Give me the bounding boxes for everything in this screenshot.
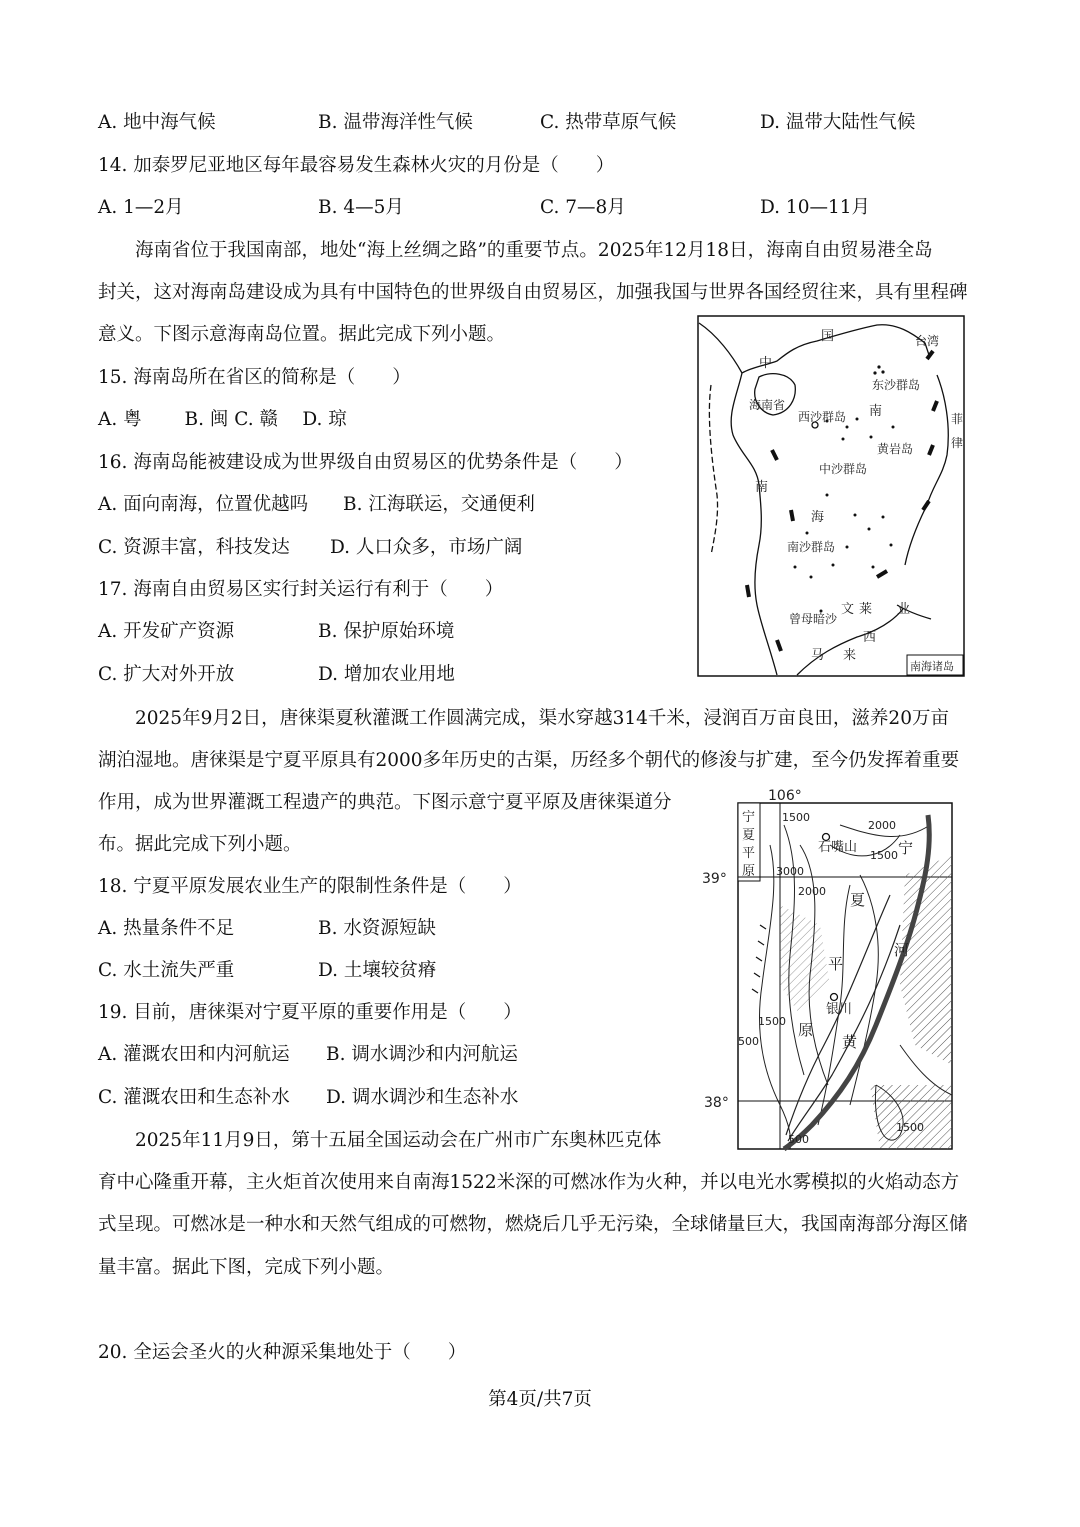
region-label-ning: 宁 — [898, 839, 914, 857]
map-label-taiwan: 台湾 — [915, 334, 940, 348]
map-label-fei: 菲 — [951, 412, 964, 426]
legend-char-3: 平 — [742, 846, 756, 861]
city-label-shizuishan: 石嘴山 — [818, 840, 858, 855]
games-intro-line1: 2025年11月9日，第十五届全国运动会在广州市广东奥林匹克体 — [135, 1130, 662, 1151]
games-intro-line3: 式呈现。可燃冰是一种水和天然气组成的可燃物，燃烧后几乎无污染，全球储量巨大，我国南海部分海区储 — [98, 1214, 968, 1235]
contour-1500-top: 1500 — [782, 811, 810, 824]
q18-option-b: B. 水资源短缺 — [318, 918, 436, 939]
q13-option-b: B. 温带海洋性气候 — [318, 112, 473, 133]
map-latitude-39: 39° — [702, 871, 727, 887]
map-label-lv: 律 — [951, 436, 964, 450]
games-intro-line4: 量丰富。据此下图，完成下列小题。 — [98, 1257, 395, 1278]
map-label-nan-left: 南 — [755, 480, 769, 495]
q18-stem: 18. 宁夏平原发展农业生产的限制性条件是（ ） — [98, 876, 522, 897]
contour-1500-b: 1500 — [870, 849, 898, 862]
legend-char-4: 原 — [742, 864, 756, 879]
hainan-intro-line3: 意义。下图示意海南岛位置。据此完成下列小题。 — [98, 324, 506, 345]
river-label-huang: 黄 — [842, 1033, 858, 1051]
map-label-wen: 文 — [841, 602, 855, 617]
region-label-ping: 平 — [828, 955, 844, 973]
map-longitude-106: 106° — [768, 788, 802, 804]
map-label-zengmu: 曾母暗沙 — [789, 612, 838, 626]
map-label-nan-top: 南 — [869, 404, 883, 419]
q17-option-c: C. 扩大对外开放 — [98, 664, 235, 685]
q13-option-d: D. 温带大陆性气候 — [760, 112, 916, 133]
contour-2000-mid: 2000 — [798, 885, 826, 898]
q18-option-a: A. 热量条件不足 — [98, 918, 235, 939]
map-label-xisha: 西沙群岛 — [798, 410, 847, 424]
contour-1500-bottom: 1500 — [896, 1121, 924, 1134]
hainan-intro-line2: 封关，这对海南岛建设成为具有中国特色的世界级自由贸易区，加强我国与世界各国经贸往来，具有里程碑 — [98, 282, 968, 303]
legend-char-1: 宁 — [742, 810, 756, 825]
q13-option-c: C. 热带草原气候 — [540, 112, 677, 133]
q17-stem: 17. 海南自由贸易区实行封关运行有利于（ ） — [98, 579, 504, 600]
ningxia-plain-map — [700, 785, 962, 1153]
q16-option-d: D. 人口众多，市场广阔 — [330, 537, 523, 558]
q16-option-b: B. 江海联运，交通便利 — [343, 494, 535, 515]
ningxia-intro-line2: 湖泊湿地。唐徕渠是宁夏平原具有2000多年历史的古渠，历经多个朝代的修浚与扩建，至今仍发挥着重要 — [98, 750, 960, 771]
q17-option-a: A. 开发矿产资源 — [98, 621, 235, 642]
q19-option-d: D. 调水调沙和生态补水 — [326, 1087, 519, 1108]
q14-stem: 14. 加泰罗尼亚地区每年最容易发生森林火灾的月份是（ ） — [98, 155, 615, 176]
q16-stem: 16. 海南岛能被建设成为世界级自由贸易区的优势条件是（ ） — [98, 452, 633, 473]
region-label-xia: 夏 — [850, 891, 866, 909]
map-label-ma: 马 — [811, 648, 825, 663]
q19-option-b: B. 调水调沙和内河航运 — [326, 1044, 518, 1065]
q14-option-d: D. 10—11月 — [760, 197, 871, 218]
q19-option-a: A. 灌溉农田和内河航运 — [98, 1044, 290, 1065]
map-label-zhongsha: 中沙群岛 — [819, 462, 868, 476]
map-label-huangyan: 黄岩岛 — [877, 442, 914, 456]
q19-option-c: C. 灌溉农田和生态补水 — [98, 1087, 290, 1108]
q15-options: A. 粤 B. 闽 C. 赣 D. 琼 — [98, 409, 347, 430]
contour-500-bottom: 500 — [788, 1133, 809, 1146]
q14-option-a: A. 1—2月 — [98, 197, 184, 218]
contour-500-left: 500 — [738, 1035, 759, 1048]
ningxia-intro-line3: 作用，成为世界灌溉工程遗产的典范。下图示意宁夏平原及唐徕渠道分 — [98, 792, 672, 813]
city-label-yinchuan: 银川 — [826, 1002, 853, 1017]
q15-stem: 15. 海南岛所在省区的简称是（ ） — [98, 367, 411, 388]
ningxia-intro-line4: 布。据此完成下列小题。 — [98, 834, 302, 855]
map-label-lai: 莱 — [859, 602, 873, 617]
ningxia-intro-line1: 2025年9月2日，唐徕渠夏秋灌溉工作圆满完成，渠水穿越314千米，浸润百万亩良田，滋养20万亩 — [135, 708, 949, 729]
q14-option-c: C. 7—8月 — [540, 197, 626, 218]
q16-option-a: A. 面向南海，位置优越吗 — [98, 494, 309, 515]
map-label-ye: 业 — [897, 602, 911, 617]
q13-option-a: A. 地中海气候 — [98, 112, 216, 133]
contour-1500-left: 1500 — [758, 1015, 786, 1028]
page-number: 第4页/共7页 — [488, 1389, 592, 1410]
q20-stem: 20. 全运会圣火的火种源采集地处于（ ） — [98, 1342, 467, 1363]
q19-stem: 19. 目前，唐徕渠对宁夏平原的重要作用是（ ） — [98, 1002, 522, 1023]
q18-option-d: D. 土壤较贫瘠 — [318, 960, 437, 981]
map-label-dongsha: 东沙群岛 — [872, 378, 921, 392]
map-label-hai: 海 — [811, 510, 825, 525]
region-label-yuan: 原 — [798, 1021, 814, 1039]
map-label-lai2: 来 — [843, 648, 857, 663]
map-inset-label: 南海诸岛 — [910, 660, 954, 673]
q17-option-b: B. 保护原始环境 — [318, 621, 455, 642]
hainan-location-map — [697, 315, 965, 677]
contour-2000-top: 2000 — [868, 819, 896, 832]
map-label-xi: 西 — [863, 630, 877, 645]
q16-option-c: C. 资源丰富，科技发达 — [98, 537, 290, 558]
map-label-nansha: 南沙群岛 — [787, 540, 836, 554]
q18-option-c: C. 水土流失严重 — [98, 960, 235, 981]
games-intro-line2: 育中心隆重开幕，主火炬首次使用来自南海1522米深的可燃冰作为火种，并以电光水雾模拟的火焰动态方 — [98, 1172, 960, 1193]
q14-option-b: B. 4—5月 — [318, 197, 404, 218]
map-latitude-38: 38° — [704, 1095, 729, 1111]
legend-char-2: 夏 — [742, 828, 756, 843]
hainan-intro-line1: 海南省位于我国南部，地处“海上丝绸之路”的重要节点。2025年12月18日，海南自由贸易港全岛 — [135, 240, 933, 261]
contour-3000: 3000 — [776, 865, 804, 878]
q17-option-d: D. 增加农业用地 — [318, 664, 455, 685]
river-label-he: 河 — [894, 941, 910, 959]
map-label-guo: 国 — [821, 329, 835, 344]
map-label-hainan-province: 海南省 — [749, 398, 786, 412]
map-label-china: 中 — [759, 356, 773, 371]
